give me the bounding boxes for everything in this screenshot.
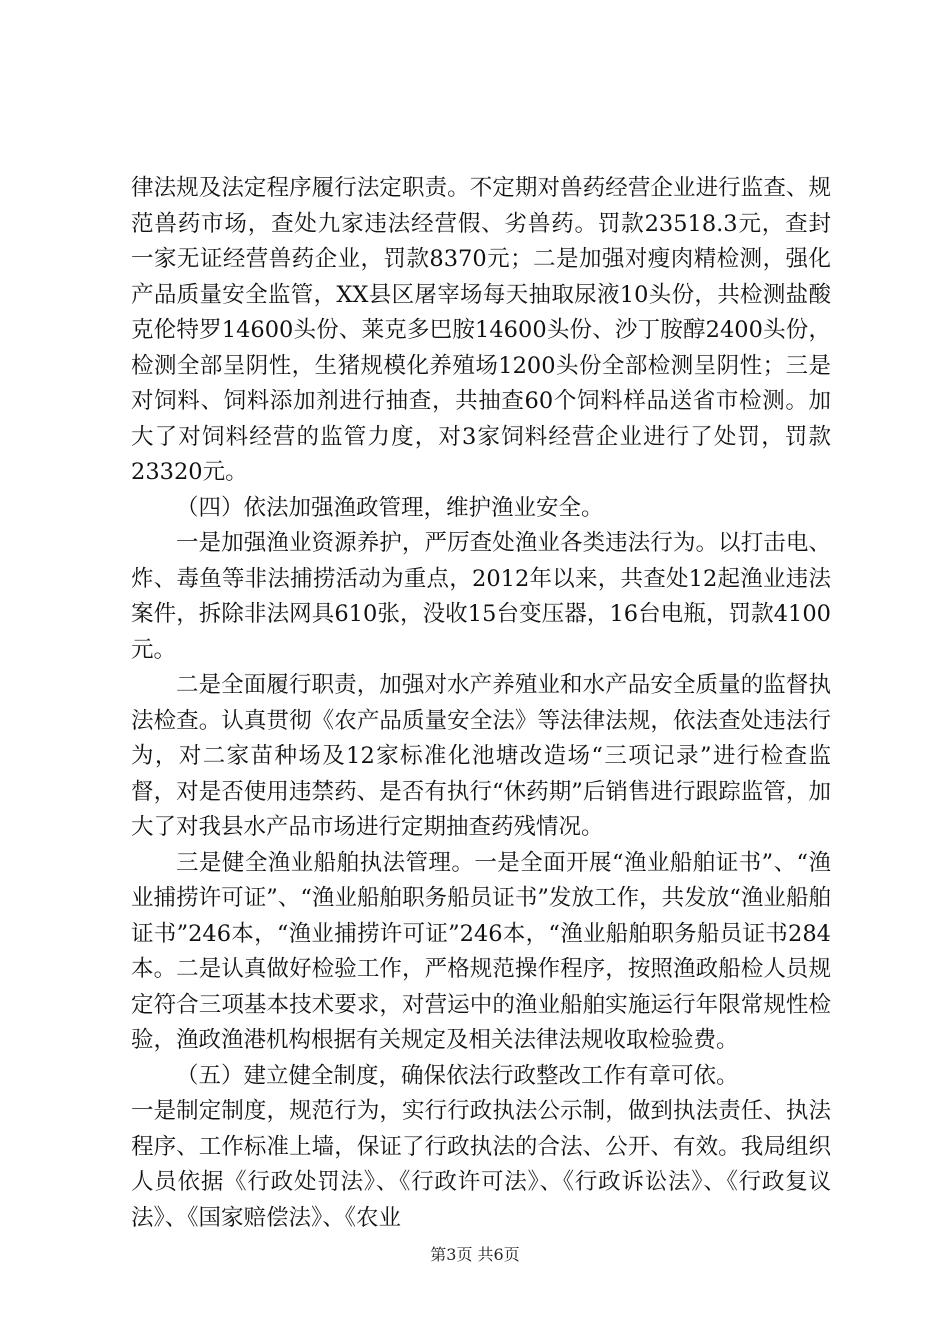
paragraph-aquaculture-supervision: 二是全面履行职责，加强对水产养殖业和水产品安全质量的监督执法检查。认真贯彻《农产品质量安全法》等法律法规，依法查处违法行为，对二家苗种场及12家标准化池塘改造场“三项记录”进行检查监督，对是否使用违禁药、是否有执行“休药期”后销售进行跟踪监管，加大了对我县水产品市场进行定期抽查药残情况。 — [131, 672, 831, 840]
section-heading-four: （四）依法加强渔政管理，维护渔业安全。 — [176, 494, 604, 521]
document-body — [131, 171, 831, 1236]
paragraph-system-building: 一是制定制度，规范行为，实行行政执法公示制，做到执法责任、执法程序、工作标准上墙，保证了行政执法的合法、公开、有效。我局组织人员依据《行政处罚法》、《行政许可法》、《行政诉讼法》、《行政复议法》、《国家赔偿法》、《农业 — [131, 1098, 831, 1231]
paragraph-fishery-resources: 一是加强渔业资源养护，严厉查处渔业各类违法行为。以打击电、炸、毒鱼等非法捕捞活动为重点，2012年以来，共查处12起渔业违法案件，拆除非法网具610张，没收15台变压器，16台电瓶，罚款4100元。 — [131, 530, 831, 663]
paragraph-continuation: 律法规及法定程序履行法定职责。不定期对兽药经营企业进行监查、规范兽药市场，查处九家违法经营假、劣兽药。罚款23518.3元，查封一家无证经营兽药企业，罚款8370元；二是加强对瘦肉精检测，强化产品质量安全监管，XX县区屠宰场每天抽取尿液10头份，共检测盐酸克伦特罗14600头份、莱克多巴胺14600头份、沙丁胺醇2400头份，检测全部呈阴性，生猪规模化养殖场1200头份全部检测呈阴性；三是对饲料、饲料添加剂进行抽查，共抽查60个饲料样品送省市检测。加大了对饲料经营的监管力度，对3家饲料经营企业进行了处罚，罚款23320元。 — [131, 175, 831, 485]
section-heading-five: （五）建立健全制度，确保依法行政整改工作有章可依。 — [176, 1062, 739, 1089]
page-number-footer: 第3页 共6页 — [430, 1245, 520, 1264]
paragraph-fishing-vessel-management: 三是健全渔业船舶执法管理。一是全面开展“渔业船舶证书”、“渔业捕捞许可证”、“渔业船舶职务船员证书”发放工作，共发放“渔业船舶证书”246本，“渔业捕捞许可证”246本，“渔业船舶职务船员证书284本。二是认真做好检验工作，严格规范操作程序，按照渔政船检人员规定符合三项基本技术要求，对营运中的渔业船舶实施运行年限常规性检验，渔政渔港机构根据有关规定及相关法律法规收取检验费。 — [131, 849, 831, 1053]
